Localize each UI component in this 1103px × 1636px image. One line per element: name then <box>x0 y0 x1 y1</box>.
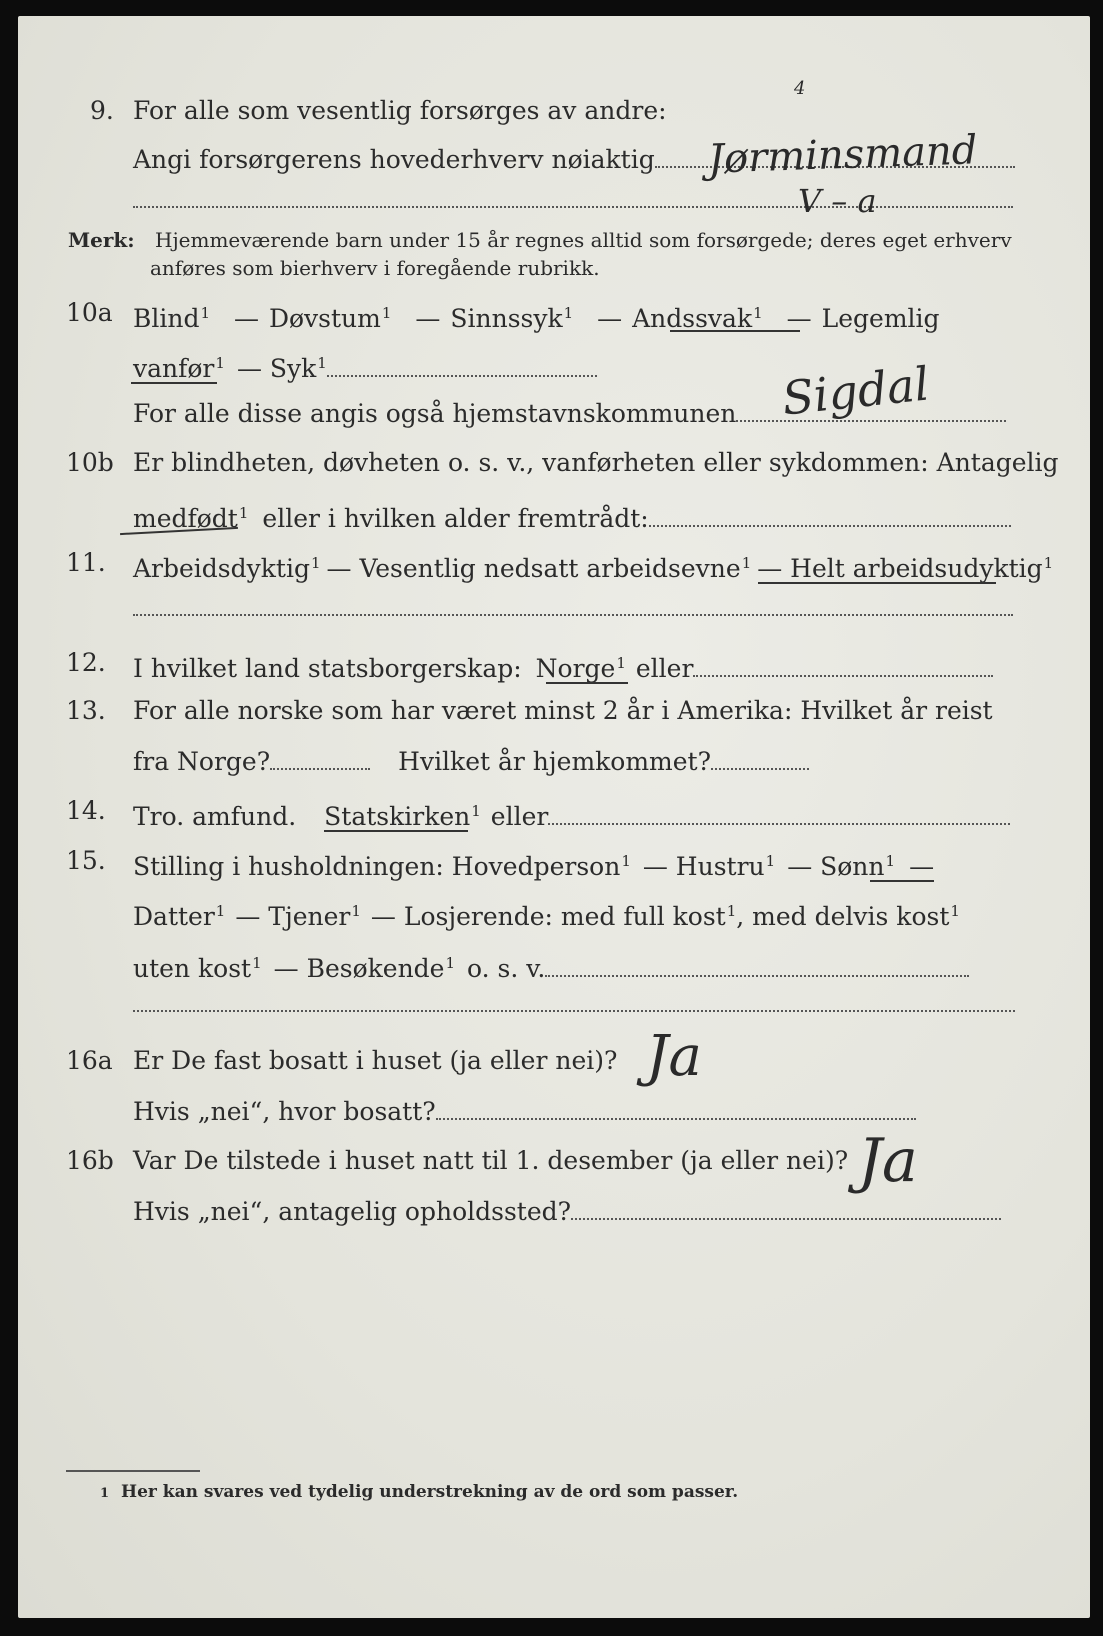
q10a-fill-line <box>327 353 597 377</box>
q13-fill-line-a <box>270 746 370 770</box>
q13-fill-line-b <box>711 746 809 770</box>
option-dovstum: — Døvstum <box>234 304 381 333</box>
q10b-line2-text: eller i hvilken alder fremtrådt: <box>262 504 649 533</box>
q13-hjemkommet-label: Hvilket år hjemkommet? <box>398 747 712 776</box>
q9-handwritten-annotation: V – a <box>798 182 877 220</box>
footnote-text: Her kan svares ved tydelig understrekning av de ord som passer. <box>121 1482 739 1502</box>
andssvak-underline <box>670 330 800 332</box>
q14-eller: eller <box>490 802 549 831</box>
q15-osv: o. s. v. <box>467 954 546 983</box>
q14-number: 14. <box>66 796 106 825</box>
option-sinnssyk: — Sinnssyk <box>415 304 563 333</box>
option-tjener: — Tjener <box>235 902 351 931</box>
statskirken-underline <box>324 830 468 832</box>
q11-line1 <box>133 548 1053 584</box>
q10b-line2 <box>133 498 1011 534</box>
option-helt-arbeidsudyktig: — Helt arbeidsudyktig <box>757 554 1043 583</box>
option-uten-kost: uten kost <box>133 954 252 983</box>
arbeidsudyktig-underline <box>758 582 996 584</box>
footnote-ref: 1 <box>765 852 776 870</box>
footnote-mark: 1 <box>100 1486 110 1501</box>
option-legemlig: — Legemlig <box>786 304 940 333</box>
merk-line2: anføres som bierhverv i foregående rubrikk. <box>150 256 600 280</box>
footnote-ref: 1 <box>950 902 960 920</box>
q9-blank-line <box>133 206 1013 208</box>
q14-line <box>133 796 1010 832</box>
option-besokende: — Besøkende <box>273 954 445 983</box>
footnote-rule <box>66 1470 200 1472</box>
q9-handwritten-answer: Jørminsmand <box>707 127 979 183</box>
q10a-handwritten-answer: Sigdal <box>779 356 932 426</box>
footnote-ref: 1 <box>381 304 392 322</box>
footnote-ref: 1 <box>1043 554 1054 572</box>
q15-number: 15. <box>66 846 106 875</box>
footnote-ref: 1 <box>310 554 321 572</box>
q10b-number: 10b <box>66 448 114 477</box>
q13-line2 <box>133 746 809 777</box>
q13-reist-label: fra Norge? <box>133 747 271 776</box>
footnote-ref: 1 <box>351 902 361 920</box>
census-form-page <box>18 16 1090 1618</box>
q15-line1 <box>133 846 934 882</box>
q9-handwritten-mark: 4 <box>794 78 806 99</box>
q16a-number: 16a <box>66 1046 113 1075</box>
sonn-underline <box>870 880 934 882</box>
q15-fill-line <box>545 953 969 977</box>
option-datter: Datter <box>133 902 215 931</box>
q13-line1: For alle norske som har været minst 2 år i Amerika: Hvilket år reist <box>133 696 993 725</box>
option-statskirken: Statskirken <box>324 802 471 831</box>
footnote-ref: 1 <box>563 304 574 322</box>
q16a-fill-line <box>436 1096 916 1120</box>
q16b-line1 <box>133 1146 848 1176</box>
option-andssvak: — Andssvak <box>597 304 753 333</box>
option-vanfor: vanfør <box>133 354 215 383</box>
option-delvis-kost: , med delvis kost <box>736 902 950 931</box>
footnote-ref: 1 <box>753 304 763 322</box>
norge-underline <box>546 682 628 684</box>
footnote-ref: 1 <box>885 852 896 870</box>
footnote-ref: 1 <box>238 504 249 522</box>
q12-text: I hvilket land statsborgerskap: <box>133 654 522 683</box>
q10b-line1: Er blindheten, døvheten o. s. v., vanførheten eller sykdommen: Antagelig <box>133 448 1059 477</box>
q16b-hvis-nei: Hvis „nei“, antagelig opholdssted? <box>133 1197 572 1226</box>
option-sonn: — Sønn <box>787 852 885 881</box>
q10a-line3-text: For alle disse angis også hjemstavnskommunen <box>133 399 737 428</box>
q15-blank-line <box>133 1010 1015 1012</box>
q14-trossamfund: Tro. amfund. <box>133 802 297 831</box>
q13-number: 13. <box>66 696 106 725</box>
option-medfodt: medfødt <box>133 504 238 533</box>
option-hustru: — Hustru <box>642 852 765 881</box>
q15-dash: — <box>909 852 935 881</box>
footnote-ref: 1 <box>252 954 262 972</box>
footnote-ref: 1 <box>616 654 626 672</box>
q16a-question: Er De fast bosatt i huset (ja eller nei)? <box>133 1046 618 1075</box>
q16a-line1 <box>133 1046 617 1076</box>
footnote <box>100 1482 738 1502</box>
option-blind: Blind <box>133 304 200 333</box>
q16a-handwritten-answer: Ja <box>646 1024 702 1089</box>
q16b-handwritten-answer: Ja <box>858 1126 918 1196</box>
vanfor-underline <box>131 382 217 384</box>
q16b-fill-line <box>571 1196 1001 1220</box>
q12-fill-line <box>693 653 993 677</box>
footnote-ref: 1 <box>317 354 327 372</box>
footnote-ref: 1 <box>200 304 211 322</box>
footnote-ref: 1 <box>215 354 225 372</box>
footnote-ref: 1 <box>471 802 481 820</box>
q10a-line2 <box>133 348 597 384</box>
q16b-number: 16b <box>66 1146 114 1175</box>
q10a-number: 10a <box>66 298 113 327</box>
q16b-question: Var De tilstede i huset natt til 1. desember (ja eller nei)? <box>133 1146 849 1175</box>
merk-note <box>68 226 1012 254</box>
q12-number: 12. <box>66 648 106 677</box>
q9-number: 9. <box>90 96 114 125</box>
q9-line1: For alle som vesentlig forsørges av andre: <box>133 96 667 125</box>
footnote-ref: 1 <box>726 902 737 920</box>
footnote-ref: 1 <box>445 954 456 972</box>
merk-line1: Hjemmeværende barn under 15 år regnes alltid som forsørgede; deres eget erhverv <box>155 228 1012 252</box>
q10a-line1 <box>133 298 940 334</box>
option-full-kost: — Losjerende: med full kost <box>370 902 726 931</box>
q9-line2-text: Angi forsørgerens hovederhverv nøiaktig <box>133 145 655 174</box>
q11-blank-line <box>133 614 1013 616</box>
merk-label: Merk: <box>68 228 135 252</box>
option-nedsatt: — Vesentlig nedsatt arbeidsevne <box>326 554 741 583</box>
q15-line3 <box>133 948 969 984</box>
option-syk: — Syk <box>236 354 317 383</box>
q12-line <box>133 648 993 684</box>
footnote-ref: 1 <box>215 902 226 920</box>
q16a-hvis-nei: Hvis „nei“, hvor bosatt? <box>133 1097 436 1126</box>
q16a-line2 <box>133 1096 916 1127</box>
option-arbeidsdyktig: Arbeidsdyktig <box>133 554 310 583</box>
q14-fill-line <box>548 801 1010 825</box>
q16b-line2 <box>133 1196 1001 1227</box>
option-hovedperson: Stilling i husholdningen: Hovedperson <box>133 852 621 881</box>
option-norge: Norge <box>535 654 616 683</box>
q15-line2 <box>133 896 960 932</box>
footnote-ref: 1 <box>621 852 631 870</box>
footnote-ref: 1 <box>741 554 752 572</box>
q10b-fill-line <box>649 503 1011 527</box>
q12-eller: eller <box>635 654 694 683</box>
q11-number: 11. <box>66 548 106 577</box>
